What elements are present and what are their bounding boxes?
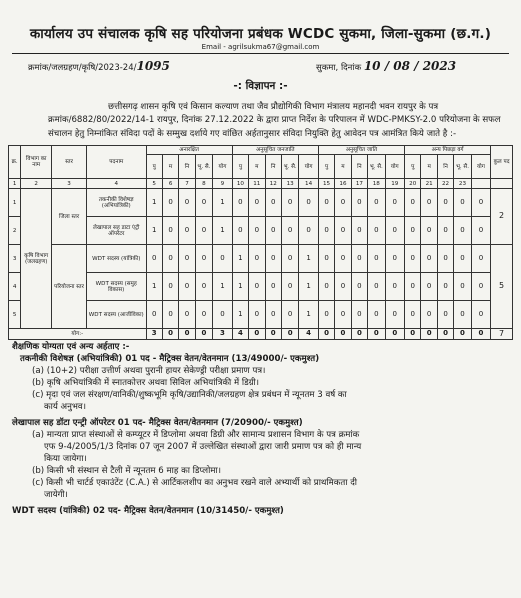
row-sn: 2 xyxy=(9,217,21,245)
vacancy-value: 0 xyxy=(195,189,212,217)
vacancy-value: 0 xyxy=(232,217,248,245)
sub-header-cell: पु xyxy=(146,155,162,179)
vacancy-value: 0 xyxy=(249,189,265,217)
post2-heading: लेखापाल सह डॉटा एन्ट्री ऑपरेटर 01 पद- मैट्रिक्स वेतन/वेतनमान (7/20900/- एकमुश्त) xyxy=(12,418,303,429)
vacancy-value: 0 xyxy=(454,189,471,217)
vacancy-value: 0 xyxy=(195,273,212,301)
total-value: 0 xyxy=(265,329,281,340)
vacancy-value: 0 xyxy=(351,273,367,301)
reference-line xyxy=(0,57,521,73)
vacancy-value: 0 xyxy=(351,217,367,245)
col-level: स्तर xyxy=(52,146,87,179)
post1-list xyxy=(0,365,521,413)
vacancy-value: 0 xyxy=(213,245,233,273)
vacancy-value: 0 xyxy=(179,273,195,301)
total-value: 0 xyxy=(437,329,453,340)
sub-header-cell: म xyxy=(249,155,265,179)
total-value: 0 xyxy=(318,329,334,340)
column-number: 23 xyxy=(454,179,471,189)
sub-header-cell: नि xyxy=(351,155,367,179)
vacancy-value: 1 xyxy=(146,189,162,217)
post2-item: (a) मान्यता प्राप्त संस्थाओं से कम्प्यूटर में डिप्लोमा अथवा डिग्री और सामान्य प्रशासन विभाग के पत्र क्रमांक xyxy=(32,430,360,441)
post1-item: (a) (10+2) परीक्षा उत्तीर्ण अथवा पुरानी हायर सेकेण्ड्री परीक्षा प्रमाण पत्र। xyxy=(32,366,266,377)
vacancy-value: 0 xyxy=(179,301,195,329)
table-row xyxy=(9,245,513,273)
vacancy-value: 0 xyxy=(335,273,351,301)
vacancy-value: 0 xyxy=(281,217,298,245)
table-row xyxy=(9,189,513,217)
post-cell: WDT सदस्य (यांत्रिकी) xyxy=(86,245,146,273)
qualification-heading: शैक्षणिक योग्यता एवं अन्य अर्हताए :- xyxy=(12,342,130,353)
column-number: 19 xyxy=(385,179,405,189)
total-value: 4 xyxy=(232,329,248,340)
total-value: 0 xyxy=(368,329,385,340)
vacancy-value: 0 xyxy=(368,273,385,301)
column-number: 20 xyxy=(405,179,421,189)
column-number: 10 xyxy=(232,179,248,189)
vacancy-value: 0 xyxy=(421,217,437,245)
total-value: 3 xyxy=(146,329,162,340)
total-label: योग:- xyxy=(9,329,147,340)
sub-header-cell: पु xyxy=(405,155,421,179)
post2-item: जायेगी। xyxy=(44,490,68,501)
vacancy-value: 0 xyxy=(162,245,178,273)
vacancy-value: 0 xyxy=(405,245,421,273)
post-cell: WDT सदस्य (आजीविका) xyxy=(86,301,146,329)
sub-header-cell: भू. सै. xyxy=(195,155,212,179)
post-cell: लेखापाल सह डाटा एंट्री ऑपरेटर xyxy=(86,217,146,245)
column-number: 8 xyxy=(195,179,212,189)
total-value: 0 xyxy=(162,329,178,340)
vacancy-value: 0 xyxy=(195,301,212,329)
post-cell: WDT सदस्य (समुह विकास) xyxy=(86,273,146,301)
column-number: 6 xyxy=(162,179,178,189)
vacancy-value: 0 xyxy=(405,217,421,245)
column-number: 12 xyxy=(265,179,281,189)
total-value: 0 xyxy=(421,329,437,340)
total-cell: 5 xyxy=(491,245,513,329)
column-number: 14 xyxy=(299,179,319,189)
place-date xyxy=(316,59,456,73)
column-number: 16 xyxy=(335,179,351,189)
vacancy-value: 0 xyxy=(421,273,437,301)
post1-item: (c) मृदा एवं जल संरक्षण/वानिकी/शुष्कभूमि कृषि/उद्यानिकी/जलग्रहण क्षेत्र प्रबंधन में न्यूनतम 3 वर्ष का xyxy=(32,390,347,401)
post2-list xyxy=(0,429,521,501)
vacancy-value: 0 xyxy=(421,301,437,329)
vacancy-value: 0 xyxy=(249,245,265,273)
vacancy-value: 0 xyxy=(335,245,351,273)
column-number: 3 xyxy=(52,179,87,189)
letter-number xyxy=(28,59,170,73)
group-st: अनुसूचित जनजाति xyxy=(232,146,318,155)
total-value: 0 xyxy=(385,329,405,340)
post2-item: एफ 9-4/2005/1/3 दिनांक 07 जून 2007 में उल्लेखित संस्थाओं द्वारा जारी प्रमाण पत्र को ही मान्य xyxy=(44,442,362,453)
vacancy-value: 0 xyxy=(281,245,298,273)
vacancy-value: 0 xyxy=(421,189,437,217)
total-row xyxy=(9,329,513,340)
sub-header-cell: नि xyxy=(265,155,281,179)
level-cell: जिला स्तर xyxy=(52,189,87,245)
column-number: 17 xyxy=(351,179,367,189)
sub-header-cell: म xyxy=(335,155,351,179)
vacancy-value: 0 xyxy=(162,217,178,245)
sub-header-cell: पु xyxy=(318,155,334,179)
table-group-header xyxy=(9,146,513,155)
vacancy-value: 0 xyxy=(421,245,437,273)
header-divider xyxy=(12,53,509,54)
vacancy-value: 1 xyxy=(213,273,233,301)
sub-header-cell: योग xyxy=(385,155,405,179)
post1-item: कार्य अनुभव। xyxy=(44,402,86,413)
vacancy-value: 0 xyxy=(454,273,471,301)
total-value: 0 xyxy=(405,329,421,340)
vacancy-value: 1 xyxy=(299,245,319,273)
total-value: 0 xyxy=(335,329,351,340)
column-number: 5 xyxy=(146,179,162,189)
col-total: कुल पद xyxy=(491,146,513,179)
vacancy-value: 0 xyxy=(179,217,195,245)
group-unreserved: अनारक्षित xyxy=(146,146,232,155)
sub-header-cell: योग xyxy=(471,155,491,179)
vacancy-value: 0 xyxy=(318,217,334,245)
vacancy-value: 0 xyxy=(385,301,405,329)
column-number: 9 xyxy=(213,179,233,189)
vacancy-value: 0 xyxy=(437,245,453,273)
vacancy-value: 0 xyxy=(335,301,351,329)
vacancy-value: 0 xyxy=(437,217,453,245)
vacancy-value: 0 xyxy=(471,245,491,273)
total-value: 4 xyxy=(299,329,319,340)
sub-header-cell: म xyxy=(421,155,437,179)
vacancy-value: 0 xyxy=(265,245,281,273)
vacancy-value: 0 xyxy=(351,301,367,329)
column-number: 22 xyxy=(437,179,453,189)
sub-header-cell: पु xyxy=(232,155,248,179)
vacancy-value: 0 xyxy=(335,189,351,217)
total-cell: 2 xyxy=(491,189,513,245)
vacancy-value: 0 xyxy=(281,301,298,329)
column-number: 13 xyxy=(281,179,298,189)
total-value: 3 xyxy=(213,329,233,340)
vacancy-value: 0 xyxy=(471,217,491,245)
total-value: 0 xyxy=(281,329,298,340)
column-number: 7 xyxy=(179,179,195,189)
letter-ref-number: 1095 xyxy=(136,59,170,73)
row-sn: 5 xyxy=(9,301,21,329)
vacancy-value: 1 xyxy=(232,301,248,329)
sub-header-cell: योग xyxy=(299,155,319,179)
sub-header-cell: नि xyxy=(437,155,453,179)
vacancy-value: 0 xyxy=(368,301,385,329)
office-title: कार्यालय उप संचालक कृषि सह परियोजना प्रबंधक WCDC सुकमा, जिला-सुकमा (छ.ग.) xyxy=(29,26,492,42)
vacancy-value: 0 xyxy=(405,301,421,329)
notice-title: -: विज्ञापन :- xyxy=(233,80,288,92)
vacancy-value: 0 xyxy=(213,301,233,329)
post2-item: (c) किसी भी चार्टर्ड एकाउंटेंट (C.A.) से आर्टिकलशीप का अनुभव रखने वाले अभ्यार्थी को प्राथमिकता दी xyxy=(32,478,358,489)
total-value: 0 xyxy=(249,329,265,340)
vacancy-value: 0 xyxy=(146,245,162,273)
vacancy-value: 0 xyxy=(437,189,453,217)
column-number: 18 xyxy=(368,179,385,189)
handwritten-date: 10 / 08 / 2023 xyxy=(363,59,457,73)
office-email: Email - agrilsukma67@gmail.com xyxy=(201,43,320,51)
vacancy-value: 1 xyxy=(232,273,248,301)
post2-item: (b) किसी भी संस्थान से टैली में न्यूनतम 6 माह का डिप्लोमा। xyxy=(32,466,221,477)
grand-total: 7 xyxy=(491,329,513,340)
vacancy-value: 0 xyxy=(385,217,405,245)
level-cell: परियोजना स्तर xyxy=(52,245,87,329)
vacancy-value: 0 xyxy=(385,245,405,273)
vacancy-value: 0 xyxy=(385,189,405,217)
col-post: पदनाम xyxy=(86,146,146,179)
vacancy-value: 0 xyxy=(232,189,248,217)
sub-header-cell: भू. सै. xyxy=(368,155,385,179)
total-value: 0 xyxy=(454,329,471,340)
vacancy-value: 0 xyxy=(179,245,195,273)
vacancy-value: 0 xyxy=(249,273,265,301)
vacancy-value: 0 xyxy=(265,273,281,301)
vacancy-value: 0 xyxy=(454,245,471,273)
vacancy-value: 0 xyxy=(281,189,298,217)
vacancy-value: 0 xyxy=(299,189,319,217)
vacancy-table xyxy=(8,145,513,340)
vacancy-value: 0 xyxy=(437,273,453,301)
sub-header-cell: योग xyxy=(213,155,233,179)
vacancy-value: 0 xyxy=(335,217,351,245)
vacancy-value: 0 xyxy=(265,217,281,245)
vacancy-value: 0 xyxy=(351,245,367,273)
table-number-row xyxy=(9,179,513,189)
row-sn: 4 xyxy=(9,273,21,301)
vacancy-value: 0 xyxy=(179,189,195,217)
column-number: 1 xyxy=(9,179,21,189)
place-date-label: सुकमा, दिनांक xyxy=(316,63,362,73)
column-number-empty xyxy=(491,179,513,189)
post1-heading: तकनीकी विशेषज्ञ (अभियांत्रिकी) 01 पद - मैट्रिक्स वेतन/वेतनमान (13/49000/- एकमुश्त) xyxy=(20,354,320,365)
column-number: 4 xyxy=(86,179,146,189)
vacancy-value: 0 xyxy=(162,273,178,301)
vacancy-value: 0 xyxy=(318,245,334,273)
vacancy-value: 0 xyxy=(195,217,212,245)
vacancy-value: 0 xyxy=(265,189,281,217)
column-number: 11 xyxy=(249,179,265,189)
vacancy-value: 0 xyxy=(162,189,178,217)
column-number-empty xyxy=(471,179,491,189)
vacancy-value: 0 xyxy=(281,273,298,301)
sub-header-cell: नि xyxy=(179,155,195,179)
sub-header-cell: भू. सै. xyxy=(454,155,471,179)
post2-item: किया जायेगा। xyxy=(44,454,87,465)
total-value: 0 xyxy=(351,329,367,340)
vacancy-value: 0 xyxy=(162,301,178,329)
vacancy-value: 0 xyxy=(318,189,334,217)
vacancy-value: 1 xyxy=(299,273,319,301)
vacancy-value: 1 xyxy=(232,245,248,273)
vacancy-value: 0 xyxy=(405,273,421,301)
vacancy-value: 0 xyxy=(471,301,491,329)
vacancy-value: 1 xyxy=(146,273,162,301)
vacancy-value: 1 xyxy=(213,189,233,217)
sub-header-cell: म xyxy=(162,155,178,179)
vacancy-value: 0 xyxy=(437,301,453,329)
col-department: विभाग का नाम xyxy=(21,146,52,179)
group-obc: अन्य पिछड़ा वर्ग xyxy=(405,146,491,155)
row-sn: 1 xyxy=(9,189,21,217)
total-value: 0 xyxy=(179,329,195,340)
column-number: 15 xyxy=(318,179,334,189)
vacancy-value: 0 xyxy=(368,189,385,217)
vacancy-value: 0 xyxy=(299,217,319,245)
vacancy-value: 0 xyxy=(454,217,471,245)
sub-header-cell: भू. सै. xyxy=(281,155,298,179)
vacancy-value: 0 xyxy=(265,301,281,329)
vacancy-value: 1 xyxy=(146,217,162,245)
vacancy-value: 1 xyxy=(299,301,319,329)
vacancy-value: 0 xyxy=(405,189,421,217)
vacancy-value: 0 xyxy=(454,301,471,329)
group-sc: अनुसूचित जाति xyxy=(318,146,404,155)
vacancy-value: 0 xyxy=(385,273,405,301)
total-value: 0 xyxy=(195,329,212,340)
post-cell: तकनीकी विशेषज्ञ (अभियांत्रिकी) xyxy=(86,189,146,217)
total-value: 0 xyxy=(471,329,491,340)
vacancy-value: 0 xyxy=(249,301,265,329)
post1-item: (b) कृषि अभियांत्रिकी में स्नातकोत्तर अथवा सिविल अभियांत्रिकी में डिग्री। xyxy=(32,378,260,389)
vacancy-value: 0 xyxy=(318,301,334,329)
vacancy-value: 0 xyxy=(318,273,334,301)
vacancy-value: 0 xyxy=(146,301,162,329)
intro-paragraph: छत्तीसगढ़ शासन कृषि एवं किसान कल्याण तथा जैव प्रौद्योगिकी विभाग मंत्रालय महानदी भवन रायपुर के पत्र क्रमांक/6882/80/2022/14-1 रायपुर, दिनांक 27.12.2022 के द्वारा प्राप्त निर्देश के परिपालन में WDC-PMKSY-2.0 परियोजना के सफल संचालन हेतु निम्नांकित संविदा पदों के सम्मुख दर्शाये गए वांछित अर्हतानुसार संविदा नियुक्ति हेतु आवेदन पत्र आमंत्रित किये जाते है :- xyxy=(48,102,501,139)
vacancy-value: 0 xyxy=(368,245,385,273)
vacancy-value: 0 xyxy=(249,217,265,245)
vacancy-value: 0 xyxy=(471,189,491,217)
vacancy-value: 0 xyxy=(471,273,491,301)
column-number: 21 xyxy=(421,179,437,189)
letter-ref-prefix: क्रमांक/जलग्रहण/कृषि/2023-24/ xyxy=(28,63,137,73)
row-sn: 3 xyxy=(9,245,21,273)
vacancy-value: 0 xyxy=(351,189,367,217)
vacancy-value: 0 xyxy=(368,217,385,245)
column-number: 2 xyxy=(21,179,52,189)
vacancy-value: 0 xyxy=(195,245,212,273)
post3-heading: WDT सदस्य (यांत्रिकी) 02 पद- मैट्रिक्स वेतन/वेतनमान (10/31450/- एकमुश्त) xyxy=(12,506,284,517)
department-cell: कृषि विभाग (जलग्रहण) xyxy=(21,189,52,329)
vacancy-value: 1 xyxy=(213,217,233,245)
col-sn: क्र. xyxy=(9,146,21,179)
